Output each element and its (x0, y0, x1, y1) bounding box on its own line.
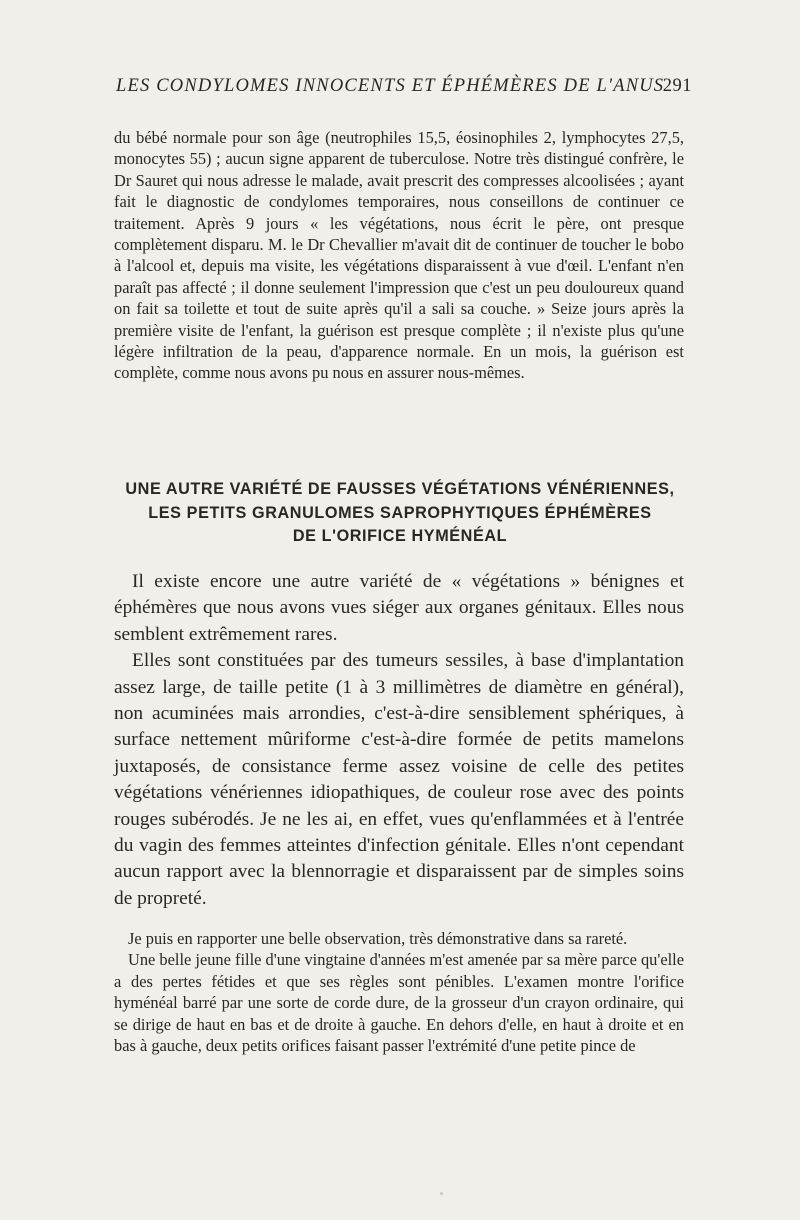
section-heading-line-3: DE L'ORIFICE HYMÉNÉAL (292, 527, 508, 545)
body-paragraph-2: Elles sont constituées par des tumeurs sessiles, à base d'implantation assez large, de taille petite (1 à 3 millimètres de diamètre en général), non acuminées mais arrondies, c'est-à-dire sensiblement sphériques, à surface nettement mûriforme c'est-à-dire formée de petits mamelons juxtaposés, de consistance ferme assez voisine de celle des petites végétations vénériennes idiopathiques, de couleur rose avec des points rouges subérodés. Je ne les ai, en effet, vues qu'enflammées et à l'entrée du vagin des femmes atteintes d'infection génitale. Elles n'ont cependant aucun rapport avec la blennorragie et disparaissent par de simples soins de propreté. (114, 650, 684, 909)
section-heading-line-2: LES PETITS GRANULOMES SAPROPHYTIQUES ÉPHÉMÈRES (148, 503, 652, 522)
observation-paragraph-1: Je puis en rapporter une belle observation, très démonstrative dans sa rareté. (128, 929, 628, 948)
running-header (116, 76, 692, 97)
paper-speck (440, 1192, 443, 1195)
section-heading-line-1: UNE AUTRE VARIÉTÉ DE FAUSSES VÉGÉTATIONS VÉNÉRIENNES, (125, 480, 675, 498)
observation-block (114, 928, 684, 1056)
intro-paragraph-block (114, 127, 684, 384)
observation-paragraph-2: Une belle jeune fille d'une vingtaine d'années m'est amenée par sa mère parce qu'elle a des pertes fétides et que ses règles sont pénibles. L'examen montre l'orifice hyménéal barré par une sorte de corde dure, de la grosseur d'un crayon ordinaire, qui se dirige de haut en bas et de droite à gauche. En dehors d'elle, en haut à droite et en bas à gauche, deux petits orifices faisant passer l'extrémité d'une petite pince de (114, 950, 684, 1056)
running-title: LES CONDYLOMES INNOCENTS ET ÉPHÉMÈRES DE L'ANUS (116, 76, 665, 96)
section-heading (90, 478, 710, 549)
body-paragraph-1: Il existe encore une autre variété de « végétations » bénignes et éphémères que nous avons vues siéger aux organes génitaux. Elles nous semblent extrêmement rares. (114, 571, 684, 645)
page-number: 291 (662, 76, 692, 96)
intro-paragraph: du bébé normale pour son âge (neutrophiles 15,5, éosinophiles 2, lymphocytes 27,5, monocytes 55) ; aucun signe apparent de tuberculose. Notre très distingué confrère, le Dr Sauret qui nous adresse le malade, avait prescrit des compresses alcoolisées ; ayant fait le diagnostic de condylomes temporaires, nous conseillons de continuer ce traitement. Après 9 jours « les végétations, nous écrit le père, ont presque complètement disparu. M. le Dr Chevallier m'avait dit de continuer de toucher le bobo à l'alcool et, depuis ma visite, les végétations disparaissent à vue d'œil. L'enfant n'en paraît pas affecté ; il donne seulement l'impression que c'est un peu douloureux quand on fait sa toilette et tout de suite après qu'il a sali sa couche. » Seize jours après la première visite de l'enfant, la guérison est presque complète ; il n'existe plus qu'une légère infiltration de la peau, d'apparence normale. En un mois, la guérison est complète, comme nous avons pu nous en assurer nous-mêmes. (114, 128, 684, 383)
body-text-block (114, 569, 684, 912)
